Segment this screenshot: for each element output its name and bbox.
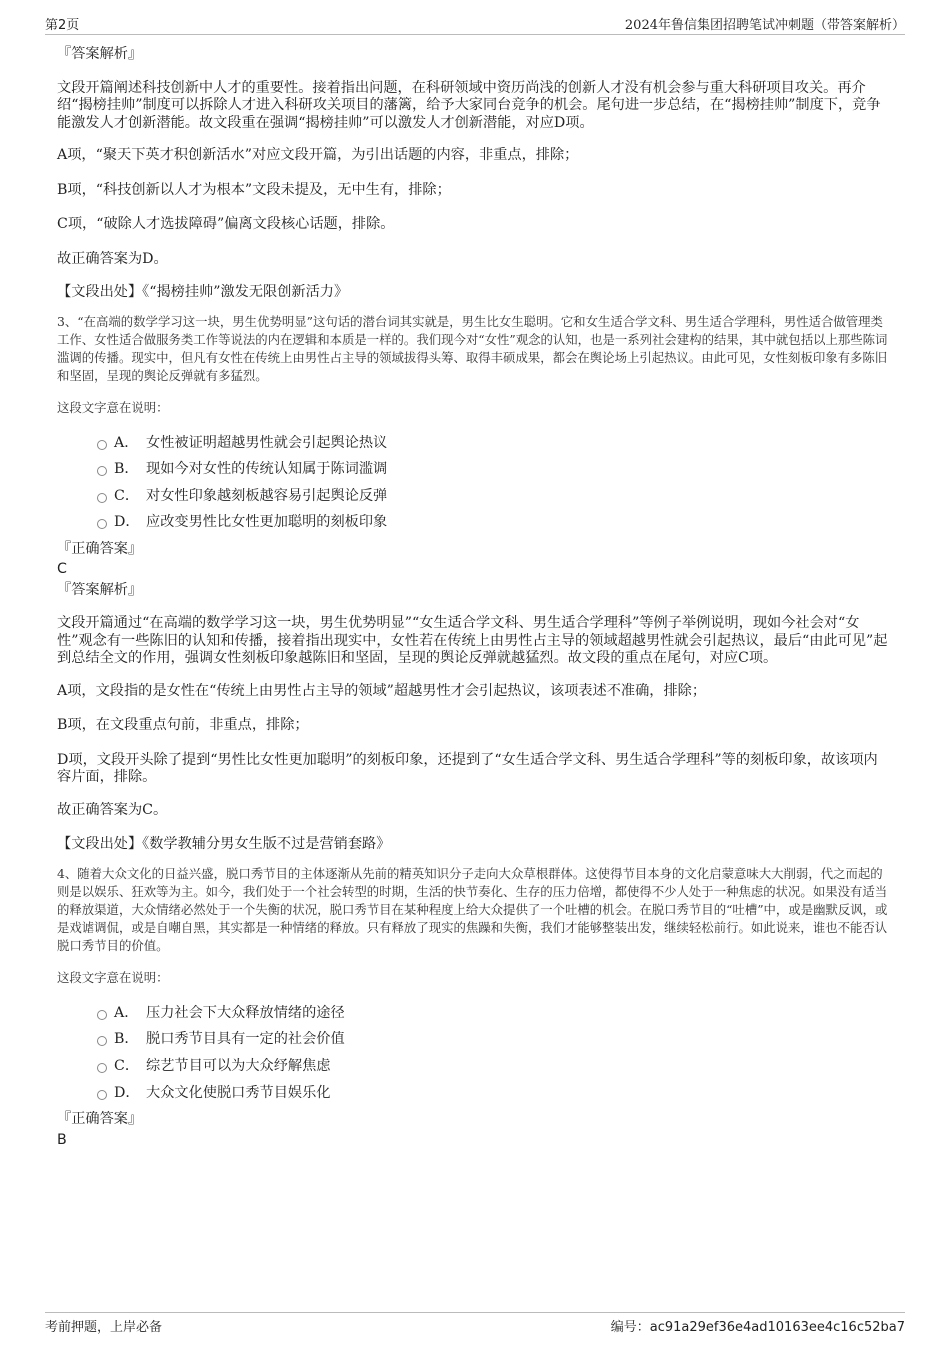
q3-options <box>97 430 890 536</box>
q4-answer-label: 『正确答案』 <box>57 1111 143 1128</box>
option-letter: B． <box>114 461 139 478</box>
page-header <box>45 14 905 35</box>
q3-option-b[interactable] <box>97 456 890 483</box>
q3-option-d-note: D项，文段开头除了提到“男性比女性更加聪明”的刻板印象，还提到了“女生适合学文科、男生适合学理科”等的刻板印象，故该项内容片面，排除。 <box>57 751 878 786</box>
option-letter: D． <box>114 1084 140 1101</box>
q3-option-d[interactable] <box>97 509 890 536</box>
q4-passage: 4、随着大众文化的日益兴盛，脱口秀节目的主体逐渐从先前的精英知识分子走向大众草根群体。这使得节目本身的文化启蒙意味大大削弱，代之而起的则是以娱乐、狂欢等为主。如今，我们处于一个社会转型的时期，生活的快节奏化、生存的压力倍增，都使得不少人处于一种焦虑的状况。如果没有适当的释放渠道，大众情绪必然处于一个失衡的状况，脱口秀节目在某种程度上给大众提供了一个吐槽的机会。在脱口秀节目的“吐槽”中，或是幽默反讽，或是戏谑调侃，或是自嘲自黑，其实都是一种情绪的释放。只有释放了现实的焦躁和失衡，我们才能够整装出发，继续轻松前行。如此说来，谁也不能否认脱口秀节目的价值。 <box>57 865 888 953</box>
option-text: 大众文化使脱口秀节目娱乐化 <box>146 1084 331 1101</box>
option-letter: C． <box>114 487 140 504</box>
option-text: 现如今对女性的传统认知属于陈词滥调 <box>146 461 388 478</box>
q3-prompt: 这段文字意在说明： <box>57 399 169 415</box>
q3-option-c[interactable] <box>97 483 890 510</box>
option-text: 女性被证明超越男性就会引起舆论热议 <box>146 434 388 451</box>
q3-option-a[interactable] <box>97 430 890 457</box>
radio-icon[interactable] <box>97 466 107 476</box>
radio-icon[interactable] <box>97 1036 107 1046</box>
q2-analysis: 文段开篇阐述科技创新中人才的重要性。接着指出问题，在科研领域中资历尚浅的创新人才没有机会参与重大科研项目攻关。再介绍“揭榜挂帅”制度可以拆除人才进入科研攻关项目的藩篱，给予大家同台竞争的机会。尾句进一步总结，在“揭榜挂帅”制度下，竞争能激发人才创新潜能。故文段重在强调“揭榜挂帅”可以激发人才创新潜能，对应D项。 <box>57 79 881 131</box>
q2-analysis-label: 『答案解析』 <box>57 46 143 62</box>
option-letter: A． <box>114 1004 139 1021</box>
radio-icon[interactable] <box>97 1010 107 1020</box>
option-letter: A． <box>114 434 139 451</box>
radio-icon[interactable] <box>97 493 107 503</box>
footer-slogan: 考前押题，上岸必备 <box>45 1320 163 1335</box>
q3-analysis-label: 『答案解析』 <box>57 581 143 598</box>
radio-icon[interactable] <box>97 1063 107 1073</box>
q2-option-a-note: A项，“聚天下英才积创新活水”对应文段开篇，为引出话题的内容，非重点，排除； <box>57 147 579 163</box>
radio-icon[interactable] <box>97 519 107 529</box>
option-letter: D． <box>114 514 140 531</box>
q4-options <box>97 1000 890 1106</box>
option-text: 脱口秀节目具有一定的社会价值 <box>146 1031 345 1048</box>
radio-icon[interactable] <box>97 440 107 450</box>
q3-answer: C <box>57 561 67 578</box>
option-text: 压力社会下大众释放情绪的途径 <box>146 1004 345 1021</box>
q4-prompt: 这段文字意在说明： <box>57 969 169 985</box>
q3-passage: 3、“在高端的数学学习这一块，男生优势明显”这句话的潜台词其实就是，男生比女生聪明。它和女生适合学文科、男生适合学理科，男性适合做管理类工作、女性适合做服务类工作等说法的内在逻辑和本质是一样的。我们现今对“女性”观念的认知，也是一系列社会建构的结果，其中就包括以上那些陈词滥调的传播。现实中，但凡有女性在传统上由男性占主导的领域拔得头筹、取得丰硕成果，都会在舆论场上引起热议。由此可见，女性刻板印象有多陈旧和坚固，呈现的舆论反弹就有多猛烈。 <box>57 313 888 383</box>
q3-answer-label: 『正确答案』 <box>57 540 143 557</box>
q3-option-a-note: A项，文段指的是女性在“传统上由男性占主导的领域”超越男性才会引起热议，该项表述不准确，排除； <box>57 682 707 699</box>
radio-icon[interactable] <box>97 1090 107 1100</box>
q3-analysis: 文段开篇通过“在高端的数学学习这一块，男生优势明显”“女生适合学文科、男生适合学理科”等例子举例说明，现如今社会对“女性”观念有一些陈旧的认知和传播，接着指出现实中，女性若在传统上由男性占主导的领域超越男性就会引起热议，最后“由此可见”起到总结全文的作用，强调女性刻板印象越陈旧和坚固，呈现的舆论反弹就越猛烈。故文段的重点在尾句，对应C项。 <box>57 615 888 667</box>
document-title: 2024年鲁信集团招聘笔试冲刺题（带答案解析） <box>624 18 905 33</box>
q4-option-b[interactable] <box>97 1026 890 1053</box>
page-body <box>57 46 890 1149</box>
q2-source: 【文段出处】《“揭榜挂帅”激发无限创新活力》 <box>57 284 349 300</box>
option-letter: B． <box>114 1031 139 1048</box>
option-text: 应改变男性比女性更加聪明的刻板印象 <box>146 514 388 531</box>
page-number: 第2页 <box>45 18 80 33</box>
q4-option-a[interactable] <box>97 1000 890 1027</box>
page-footer <box>45 1312 905 1337</box>
q2-option-b-note: B项，“科技创新以人才为根本”文段未提及，无中生有，排除； <box>57 181 451 198</box>
q3-conclusion: 故正确答案为C。 <box>57 801 168 818</box>
q3-source: 【文段出处】《数学教辅分男女生版不过是营销套路》 <box>57 836 391 853</box>
option-text: 综艺节目可以为大众纾解焦虑 <box>146 1058 331 1075</box>
q4-answer: B <box>57 1131 67 1148</box>
q4-option-d[interactable] <box>97 1080 890 1107</box>
q4-option-c[interactable] <box>97 1053 890 1080</box>
document-id: 编号：ac91a29ef36e4ad10163ee4c16c52ba7 <box>610 1320 905 1335</box>
q3-option-b-note: B项，在文段重点句前，非重点，排除； <box>57 717 309 734</box>
option-text: 对女性印象越刻板越容易引起舆论反弹 <box>146 487 388 504</box>
q2-option-c-note: C项，“破除人才选拔障碍”偏离文段核心话题，排除。 <box>57 216 395 232</box>
q2-conclusion: 故正确答案为D。 <box>57 250 168 267</box>
option-letter: C． <box>114 1058 140 1075</box>
